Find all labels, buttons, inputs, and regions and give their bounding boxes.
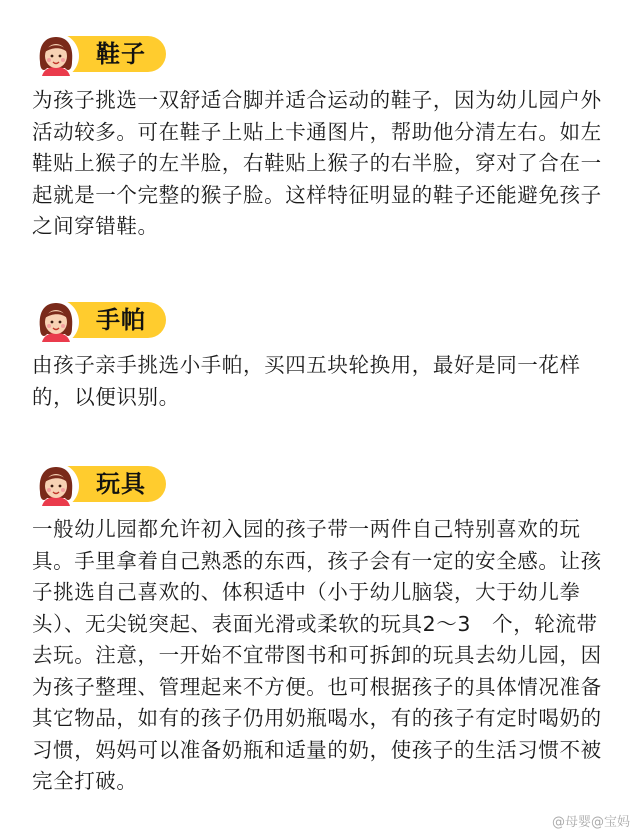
section-body: 为孩子挑选一双舒适合脚并适合运动的鞋子，因为幼儿园户外活动较多。可在鞋子上贴上卡通图片，帮助他分清左右。如左鞋贴上猴子的左半脸，右鞋贴上猴子的右半脸，穿对了合在一起就是一个完整的猴子脸。这样特征明显的鞋子还能避免孩子之间穿错鞋。: [32, 88, 602, 238]
girl-avatar-icon: [32, 462, 80, 510]
girl-avatar-icon: [32, 298, 80, 346]
section-title: 鞋子: [96, 40, 146, 68]
section-body: 由孩子亲手挑选小手帕，买四五块轮换用，最好是同一花样的，以便识别。: [32, 353, 581, 409]
watermark: @母婴@宝妈: [551, 815, 630, 830]
section-title: 玩具: [96, 470, 146, 498]
section-body: 一般幼儿园都允许初入园的孩子带一两件自己特别喜欢的玩具。手里拿着自己熟悉的东西，孩子会有一定的安全感。让孩子挑选自己喜欢的、体积适中（小于幼儿脑袋，大于幼儿拳头）、无尖锐突起、表面光滑或柔软的玩具2～3 个，轮流带去玩。注意，一开始不宜带图书和可拆卸的玩具去幼儿园，因为孩子整理、管理起来不方便。也可根据孩子的具体情况准备其它物品，如有的孩子仍用奶瓶喝水，有的孩子有定时喝奶的习惯，妈妈可以准备奶瓶和适量的奶，使孩子的生活习惯不被完全打破。: [32, 517, 602, 793]
section-title: 手帕: [96, 306, 146, 334]
girl-avatar-icon: [32, 32, 80, 80]
